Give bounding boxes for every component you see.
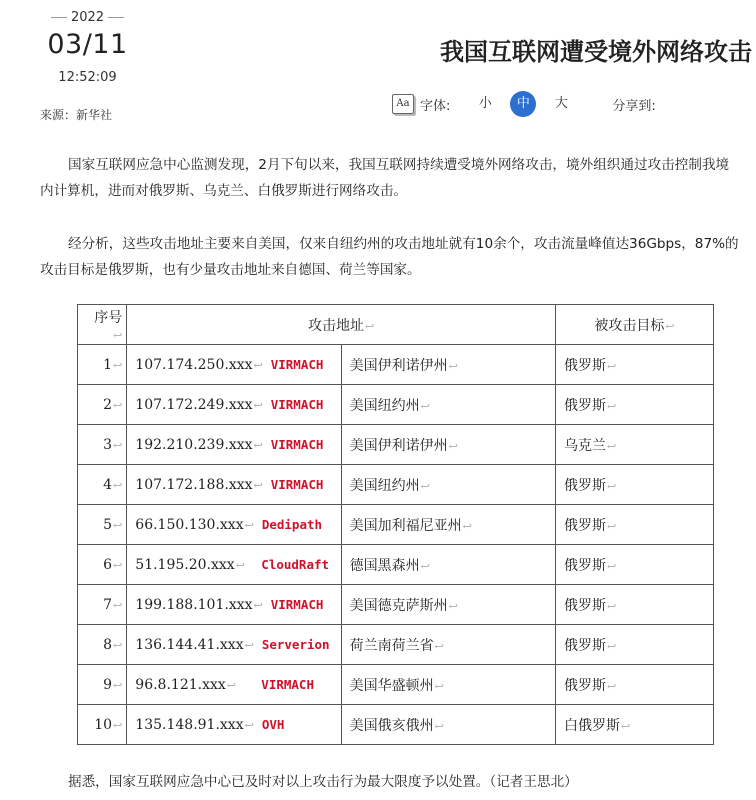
font-size-icon: Aa [392, 94, 414, 114]
share-label[interactable]: 分享到: [612, 98, 656, 114]
row-ip: 107.174.250.xxx↩ VIRMACH [127, 345, 341, 385]
row-provider: Dedipath [261, 516, 323, 532]
row-ip: 51.195.20.xxx↩ CloudRaft [127, 545, 341, 585]
header-attack-address: 攻击地址↩ [127, 305, 556, 345]
font-size-small-button[interactable]: 小 [478, 96, 492, 111]
row-target: 俄罗斯↩ [555, 385, 713, 425]
row-target: 俄罗斯↩ [555, 545, 713, 585]
row-index: 5↩ [78, 505, 127, 545]
row-target: 俄罗斯↩ [555, 345, 713, 385]
table-row [78, 585, 714, 625]
row-target: 俄罗斯↩ [555, 585, 713, 625]
row-provider: VIRMACH [270, 596, 324, 612]
attack-address-table [77, 304, 714, 745]
table-row [78, 545, 714, 585]
row-location: 美国伊利诺伊州↩ [341, 345, 555, 385]
table-row [78, 505, 714, 545]
article-source: 来源：新华社 [40, 108, 113, 122]
table-row [78, 425, 714, 465]
article-paragraph-2: 经分析，这些攻击地址主要来自美国，仅来自纽约州的攻击地址就有10余个，攻击流量峰值达36Gbps，87%的攻击目标是俄罗斯，也有少量攻击地址来自德国、荷兰等国家。 [40, 236, 739, 278]
row-target: 俄罗斯↩ [555, 465, 713, 505]
table-row [78, 705, 714, 745]
row-index: 7↩ [78, 585, 127, 625]
publish-month-day: 03/11 [47, 29, 128, 60]
row-index: 2↩ [78, 385, 127, 425]
row-target: 俄罗斯↩ [555, 505, 713, 545]
row-target: 白俄罗斯↩ [555, 705, 713, 745]
row-ip: 107.172.249.xxx↩ VIRMACH [127, 385, 341, 425]
row-location: 美国加利福尼亚州↩ [341, 505, 555, 545]
publish-date [40, 10, 135, 85]
row-index: 8↩ [78, 625, 127, 665]
header-index: 序号↩ [78, 305, 127, 345]
article-paragraph-1: 国家互联网应急中心监测发现，2月下旬以来，我国互联网持续遭受境外网络攻击，境外组织通过攻击控制我境内计算机，进而对俄罗斯、乌克兰、白俄罗斯进行网络攻击。 [40, 157, 730, 199]
row-ip: 199.188.101.xxx↩ VIRMACH [127, 585, 341, 625]
row-location: 美国华盛顿州↩ [341, 665, 555, 705]
font-label: 字体: [420, 98, 451, 114]
row-index: 3↩ [78, 425, 127, 465]
row-provider: VIRMACH [270, 356, 324, 372]
row-location: 美国德克萨斯州↩ [341, 585, 555, 625]
row-location: 美国俄亥俄州↩ [341, 705, 555, 745]
table-header-row [78, 305, 714, 345]
table-body [78, 345, 714, 745]
table-row [78, 465, 714, 505]
font-size-large-button[interactable]: 大 [554, 96, 568, 111]
row-ip: 192.210.239.xxx↩ VIRMACH [127, 425, 341, 465]
row-target: 俄罗斯↩ [555, 665, 713, 705]
publish-year: 2022 [40, 10, 135, 25]
table-row [78, 385, 714, 425]
article-paragraph-3: 据悉，国家互联网应急中心已及时对以上攻击行为最大限度予以处置。（记者王思北） [68, 774, 578, 790]
publish-time: 12:52:09 [58, 70, 117, 85]
row-provider: OVH [261, 716, 285, 732]
row-location: 德国黑森州↩ [341, 545, 555, 585]
row-ip: 96.8.121.xxx↩ VIRMACH [127, 665, 341, 705]
row-provider: VIRMACH [270, 396, 324, 412]
row-index: 1↩ [78, 345, 127, 385]
font-size-medium-button[interactable]: 中 [510, 91, 536, 117]
row-provider: CloudRaft [261, 556, 330, 572]
row-provider: VIRMACH [270, 476, 324, 492]
row-ip: 66.150.130.xxx↩ Dedipath [127, 505, 341, 545]
row-ip: 107.172.188.xxx↩ VIRMACH [127, 465, 341, 505]
article-title: 我国互联网遭受境外网络攻击 [440, 38, 752, 66]
row-ip: 136.144.41.xxx↩ Serverion [127, 625, 341, 665]
row-location: 美国纽约州↩ [341, 465, 555, 505]
row-location: 美国伊利诺伊州↩ [341, 425, 555, 465]
row-provider: VIRMACH [270, 436, 324, 452]
table-row [78, 625, 714, 665]
row-location: 荷兰南荷兰省↩ [341, 625, 555, 665]
row-index: 9↩ [78, 665, 127, 705]
row-location: 美国纽约州↩ [341, 385, 555, 425]
row-index: 10↩ [78, 705, 127, 745]
header-target: 被攻击目标↩ [555, 305, 713, 345]
row-target: 乌克兰↩ [555, 425, 713, 465]
row-ip: 135.148.91.xxx↩ OVH [127, 705, 341, 745]
row-provider: VIRMACH [261, 676, 314, 692]
row-index: 4↩ [78, 465, 127, 505]
row-target: 俄罗斯↩ [555, 625, 713, 665]
row-provider: Serverion [261, 636, 330, 652]
table-row [78, 345, 714, 385]
reading-tools [392, 92, 656, 116]
row-index: 6↩ [78, 545, 127, 585]
table-row [78, 665, 714, 705]
